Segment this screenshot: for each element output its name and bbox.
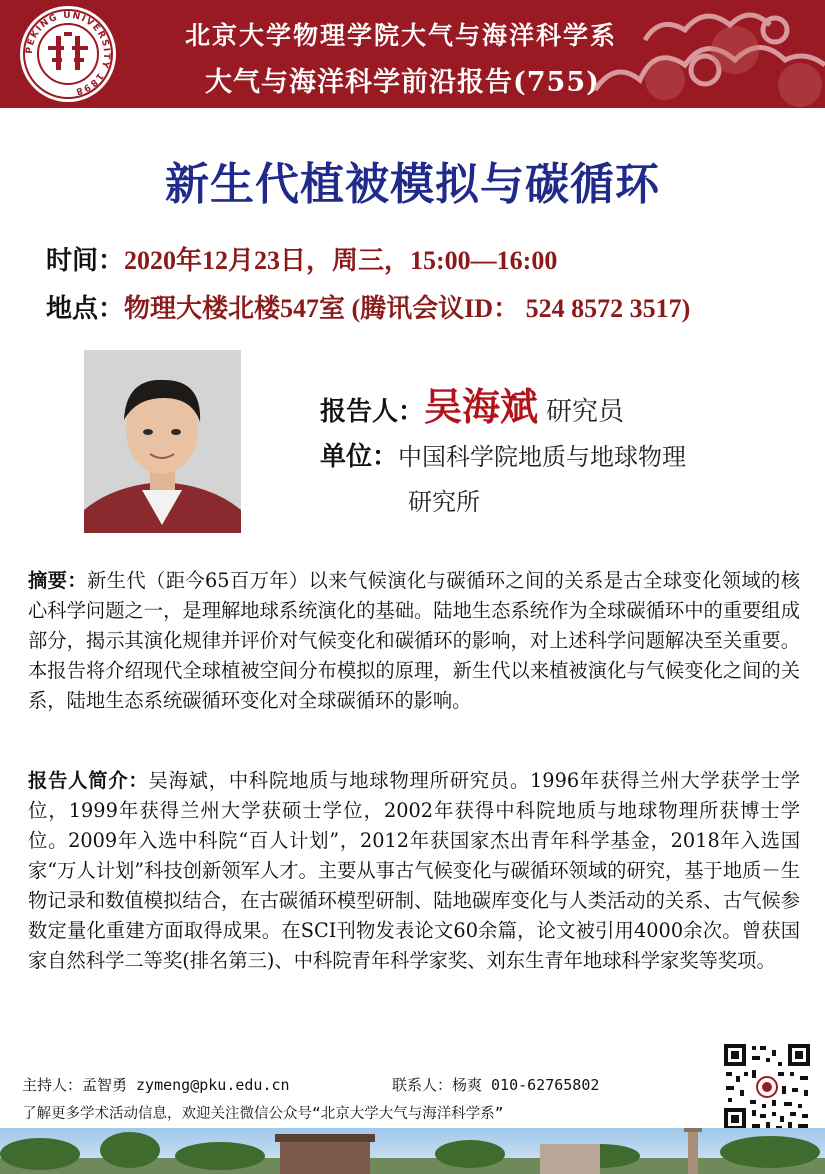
cloud-decoration — [585, 0, 825, 108]
bio-paragraph — [28, 766, 800, 976]
abstract-label: 摘要： — [28, 569, 88, 592]
abstract-paragraph — [28, 566, 800, 716]
svg-text:PEKING UNIVERSITY 1898: PEKING UNIVERSITY 1898 — [24, 10, 112, 97]
department-name: 北京大学物理学院大气与海洋科学系 — [185, 21, 618, 50]
place-row — [46, 288, 690, 325]
time-row — [46, 240, 557, 277]
peking-university-logo — [18, 4, 118, 104]
speaker-label: 报告人： — [320, 397, 425, 427]
bio-label: 报告人简介： — [28, 769, 149, 792]
time-label: 时间： — [46, 246, 125, 276]
abstract-text: 新生代（距今65百万年）以来气候演化与碳循环之间的关系是古全球变化领域的核心科学问题之一，是理解地球系统演化的基础。陆地生态系统作为全球碳循环中的重要组成部分，揭示其演化规律并评价对气候变化和碳循环的影响，对上述科学问题解决至关重要。本报告将介绍现代全球植被空间分布模拟的原理，新生代以来植被演化与气候变化之间的关系，陆地生态系统碳循环变化对全球碳循环的影响。 — [28, 569, 801, 712]
place-label: 地点： — [46, 294, 125, 324]
unit-value-line1: 中国科学院地质与地球物理 — [398, 443, 687, 471]
follow-info: 了解更多学术活动信息，欢迎关注微信公众号“北京大学大气与海洋科学系” — [22, 1106, 504, 1122]
speaker-row — [320, 376, 624, 431]
talk-title: 新生代植被模拟与碳循环 — [165, 159, 660, 210]
speaker-photo — [84, 350, 241, 533]
host-info: 主持人：孟智勇 zymeng@pku.edu.cn — [22, 1076, 290, 1094]
place-value: 物理大楼北楼547室 (腾讯会议ID： 524 8572 3517) — [124, 294, 691, 323]
speaker-title: 研究员 — [546, 397, 625, 427]
seminar-series: 大气与海洋科学前沿报告(755) — [205, 67, 600, 98]
unit-row — [320, 436, 686, 473]
time-value: 2020年12月23日，周三，15:00—16:00 — [124, 246, 558, 275]
speaker-name: 吴海斌 — [424, 385, 539, 429]
unit-value-line2: 研究所 — [408, 488, 480, 516]
bio-text: 吴海斌，中科院地质与地球物理所研究员。1996年获得兰州大学获学士学位，1999年获得兰州大学获硕士学位，2002年获得中科院地质与地球物理所获博士学位。2009年入选中科院“百人计划”，2012年获国家杰出青年科学基金，2018年入选国家“万人计划”科技创新领军人才。主要从事古气候变化与碳循环领域的研究，基于地质－生物记录和数值模拟结合，在古碳循环模型研制、陆地碳库变化与人类活动的关系、古气候参数定量化重建方面取得成果。在SCI刊物发表论文60余篇，论文被引用4000余次。曾获国家自然科学二等奖(排名第三)、中科院青年科学家奖、刘东生青年地球科学家奖等奖项。 — [28, 769, 801, 972]
wechat-qr-code[interactable] — [722, 1042, 812, 1132]
unit-label: 单位： — [320, 442, 399, 472]
campus-scenery-strip — [0, 1128, 825, 1174]
header-banner — [0, 0, 825, 108]
contact-info: 联系人：杨爽 010-62765802 — [392, 1076, 600, 1094]
